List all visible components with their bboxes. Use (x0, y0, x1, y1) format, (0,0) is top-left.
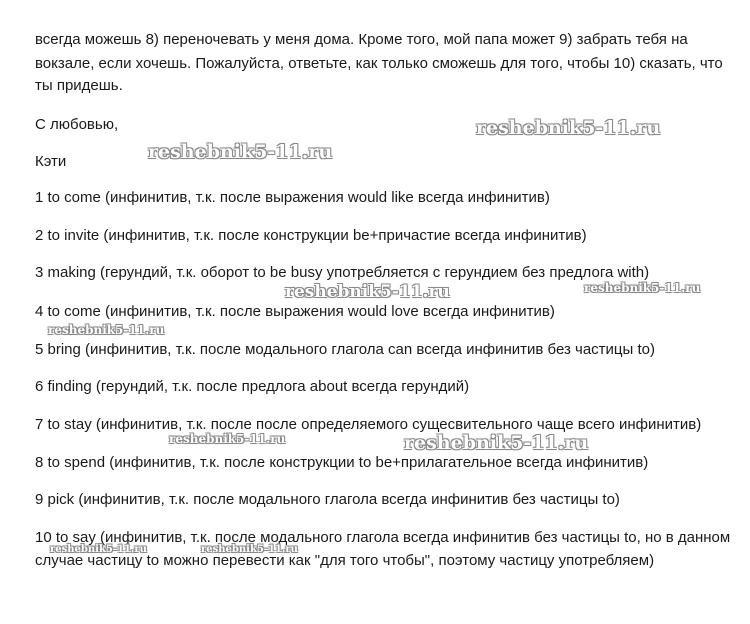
answer-5: 5 bring (инфинитив, т.к. после модального глагола can всегда инфинитив без частицы to) (35, 341, 655, 358)
answer-10-line-1: 10 to say (инфинитив, т.к. после модального глагола всегда инфинитив без частицы to, но в данном (35, 529, 731, 546)
watermark: reshebnik5-11.ru (476, 117, 661, 139)
watermark: reshebnik5-11.ru (50, 544, 147, 555)
watermark: reshebnik5-11.ru (584, 281, 701, 295)
answer-4: 4 to come (инфинитив, т.к. после выражения would love всегда инфинитив) (35, 303, 555, 320)
letter-signature: Кэти (35, 153, 67, 170)
watermark: reshebnik5-11.ru (48, 323, 165, 337)
watermark: reshebnik5-11.ru (169, 432, 286, 446)
answer-10-line-2: случае частицу to можно перевести как "для того чтобы", поэтому частицу употребляем) (35, 552, 655, 569)
watermark: reshebnik5-11.ru (201, 544, 298, 555)
answer-1: 1 to come (инфинитив, т.к. после выражения would like всегда инфинитив) (35, 189, 550, 206)
watermark: reshebnik5-11.ru (148, 141, 333, 163)
answer-7: 7 to stay (инфинитив, т.к. после после определяемого сущесвительного чаще всего инфинитив) (35, 416, 702, 433)
letter-line-1: всегда можешь 8) переночевать у меня дома. Кроме того, мой папа может 9) забрать тебя на (35, 31, 688, 48)
answer-9: 9 pick (инфинитив, т.к. после модального глагола всегда инфинитив без частицы to) (35, 491, 620, 508)
answer-3: 3 making (герундий, т.к. оборот to be busy употребляется с герундием без предлога with) (35, 264, 650, 281)
answer-6: 6 finding (герундий, т.к. после предлога about всегда герундий) (35, 378, 470, 395)
watermark: reshebnik5-11.ru (404, 432, 589, 454)
watermark: reshebnik5-11.ru (285, 282, 450, 302)
letter-closing: С любовью, (35, 116, 119, 133)
answer-2: 2 to invite (инфинитив, т.к. после конструкции be+причастие всегда инфинитив) (35, 227, 587, 244)
letter-line-3: ты придешь. (35, 77, 123, 94)
answer-8: 8 to spend (инфинитив, т.к. после конструкции to be+прилагательное всегда инфинитив) (35, 454, 649, 471)
letter-line-2: вокзале, если хочешь. Пожалуйста, ответьте, как только сможешь для того, чтобы 10) сказать, что (35, 55, 723, 72)
